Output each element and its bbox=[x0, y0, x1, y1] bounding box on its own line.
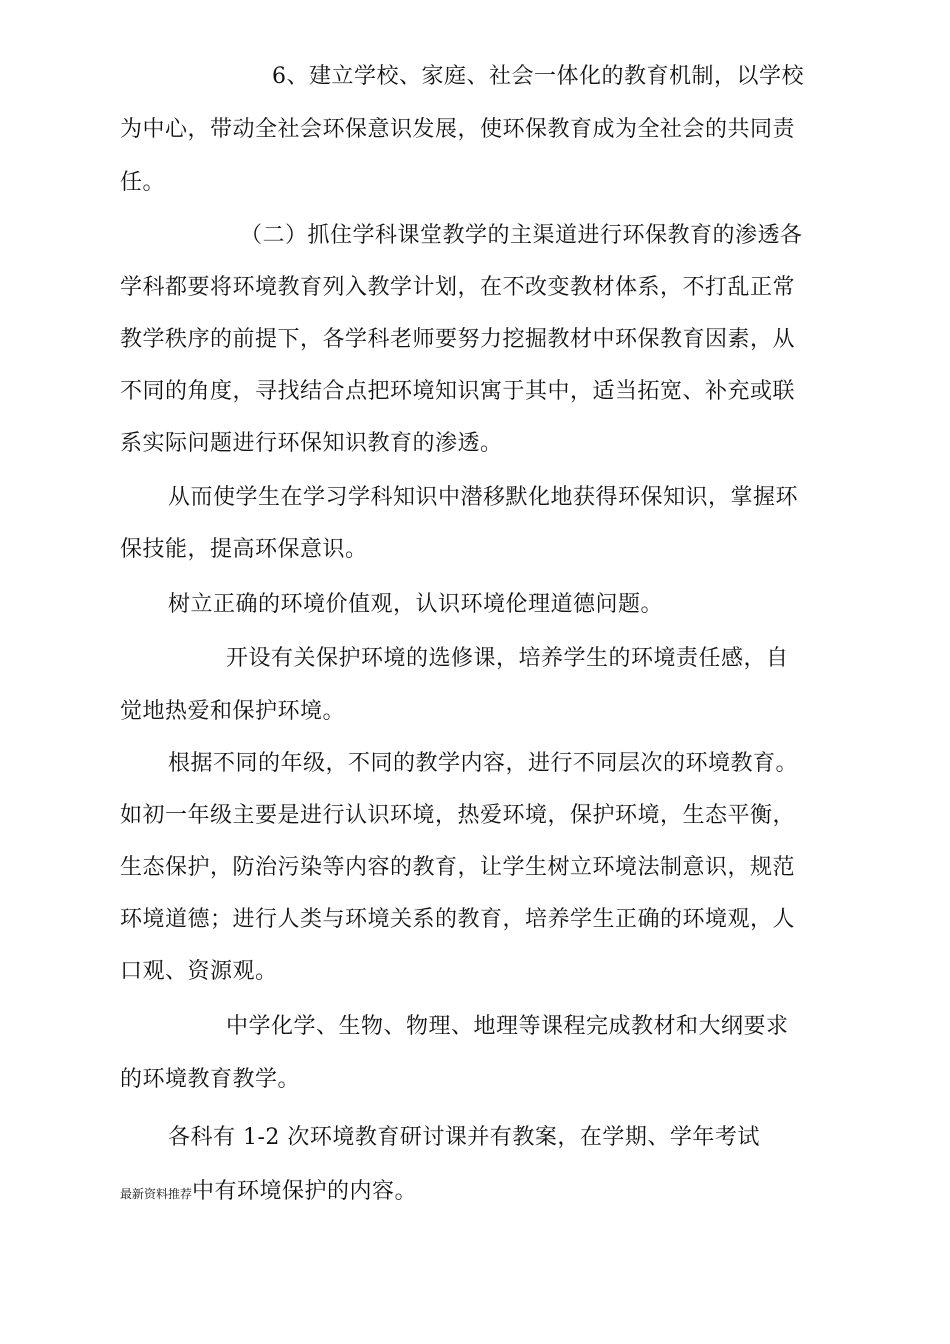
text-line: 系实际问题进行环保知识教育的渗透。 bbox=[120, 431, 503, 456]
text-line: 觉地热爱和保护环境。 bbox=[120, 699, 346, 724]
last-line bbox=[120, 1177, 417, 1209]
text-line: 中学化学、生物、物理、地理等课程完成教材和大纲要求 bbox=[226, 1014, 789, 1039]
text-line: 学科都要将环境教育列入教学计划，在不改变教材体系，不打乱正常 bbox=[120, 275, 796, 300]
text-line: 教学秩序的前提下，各学科老师要努力挖掘教材中环保教育因素，从 bbox=[120, 327, 796, 352]
text-line: 开设有关保护环境的选修课，培养学生的环境责任感，自 bbox=[226, 646, 789, 671]
text-line: 树立正确的环境价值观，认识环境伦理道德问题。 bbox=[168, 592, 664, 617]
text-line: 任。 bbox=[120, 170, 166, 195]
text-line: 环境道德；进行人类与环境关系的教育，培养学生正确的环境观，人 bbox=[120, 907, 796, 932]
text-line: 不同的角度，寻找结合点把环境知识寓于其中，适当拓宽、补充或联 bbox=[120, 379, 796, 404]
text-line: 各科有 1-2 次环境教育研讨课并有教案，在学期、学年考试 bbox=[168, 1125, 760, 1150]
text-line: 保技能，提高环保意识。 bbox=[120, 537, 368, 562]
text-line: 根据不同的年级，不同的教学内容，进行不同层次的环境教育。 bbox=[168, 751, 799, 776]
text-line: 为中心，带动全社会环保意识发展，使环保教育成为全社会的共同责 bbox=[120, 117, 796, 142]
last-line-text: 中有环境保护的内容。 bbox=[192, 1179, 418, 1204]
text-line: 生态保护，防治污染等内容的教育，让学生树立环境法制意识，规范 bbox=[120, 855, 796, 880]
text-line: 6、建立学校、家庭、社会一体化的教育机制，以学校 bbox=[272, 64, 804, 89]
text-line: 从而使学生在学习学科知识中潜移默化地获得环保知识，掌握环 bbox=[168, 485, 799, 510]
text-line: 的环境教育教学。 bbox=[120, 1067, 301, 1092]
text-line: 口观、资源观。 bbox=[120, 959, 278, 984]
text-line: （二）抓住学科课堂教学的主渠道进行环保教育的渗透各 bbox=[240, 223, 803, 248]
text-line: 如初一年级主要是进行认识环境，热爱环境，保护环境，生态平衡， bbox=[120, 803, 796, 828]
footer-note: 最新资料推荐 bbox=[120, 1187, 193, 1201]
